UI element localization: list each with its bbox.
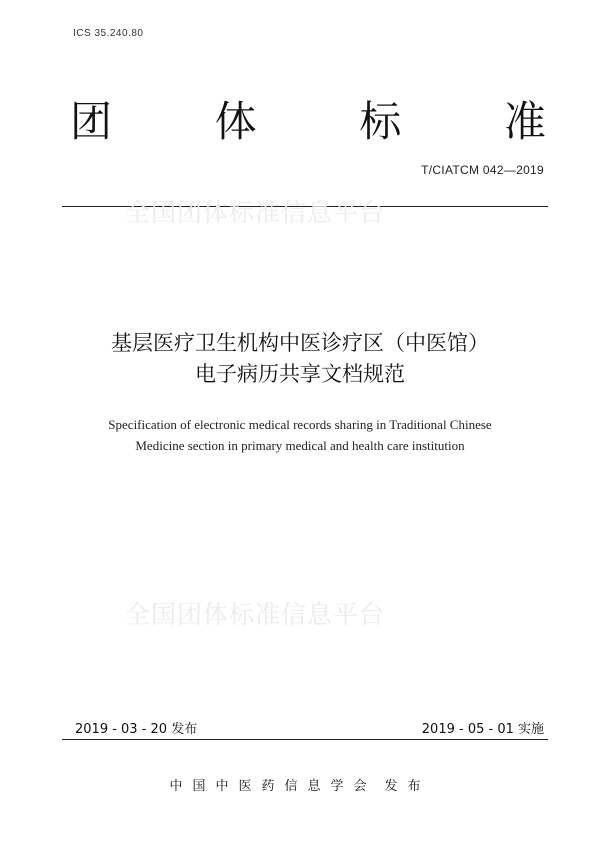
publisher-name: 中国中医药信息学会 [169, 779, 377, 794]
doc-type-char: 准 [503, 97, 546, 146]
implementation-date: 2019 - 05 - 01 实施 [421, 722, 544, 737]
doc-type-char: 团 [70, 97, 113, 146]
watermark: 全国团体标准信息平台 [125, 198, 386, 227]
chinese-title-line-2: 电子病历共享文档规范 [195, 362, 405, 386]
english-title [60, 414, 540, 456]
doc-type-char: 体 [214, 97, 257, 146]
standard-number: T/CIATCM 042—2019 [421, 163, 544, 177]
watermark: 全国团体标准信息平台 [125, 600, 386, 629]
english-title-line-2: Medicine section in primary medical and health care institution [135, 438, 465, 453]
chinese-title [60, 328, 540, 390]
footer-divider [62, 739, 548, 740]
chinese-title-line-1: 基层医疗卫生机构中医诊疗区（中医馆） [111, 331, 489, 355]
publish-label: 发布 [384, 779, 431, 794]
publisher-line [0, 775, 600, 794]
doc-type-char: 标 [359, 97, 402, 146]
document-type-heading [70, 96, 546, 148]
english-title-line-1: Specification of electronic medical records sharing in Traditional Chinese [108, 417, 492, 432]
issue-date: 2019 - 03 - 20 发布 [75, 722, 198, 737]
ics-code: ICS 35.240.80 [73, 28, 144, 39]
